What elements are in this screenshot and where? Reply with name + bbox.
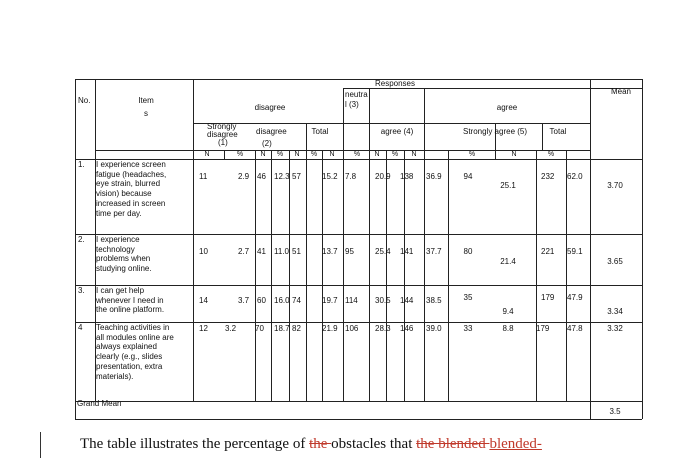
neutral-value: 95 [345,247,354,256]
neutral-value: 7.8 [345,172,357,181]
ta-n: 221 [541,247,555,256]
sd-n: 11 [199,172,208,181]
row-item-text: I experience screen [96,160,166,169]
td-percent: 15.2 [322,172,338,181]
row-mean: 3.34 [607,307,623,316]
sa-n: 35 [463,293,473,302]
a-percent-2: 36.9 [426,172,442,181]
para-text-2: obstacles that [331,436,417,452]
table-rule [75,419,642,420]
sd-percent: 3.2 [225,324,237,333]
disagree-header: disagree [256,127,287,136]
row-number: 1. [78,160,85,169]
ta-percent: 47.8 [567,324,583,333]
d-n: 70 [255,324,264,333]
row-number: 2. [78,235,85,244]
row-item-text: fatigue (headaches, [96,169,167,179]
subheader-n: N [260,151,266,158]
table-rule [289,159,290,401]
row-item-text: time per day. [96,208,142,218]
table-rule [75,285,642,286]
a-percent: 30.5 [375,296,391,305]
sd-n: 14 [199,296,208,305]
row-item-text: increased in screen [96,198,166,208]
d-n: 46 [257,172,266,181]
body-paragraph[interactable] [80,436,640,453]
a-n: 141 [400,247,414,256]
a-percent-2: 37.7 [426,247,442,256]
table-rule [271,159,272,401]
td-percent: 19.7 [322,296,338,305]
total-left-header: Total [311,127,329,136]
row-item-text: technology [96,244,135,254]
d-percent: 11.0 [274,247,289,256]
text-cursor [40,432,41,458]
td-n: 82 [292,324,301,333]
table-rule [642,79,643,419]
ta-percent: 47.9 [567,293,583,302]
a-n: 146 [400,324,414,333]
a-percent: 28.3 [375,324,391,333]
sd-percent: 3.7 [238,296,250,305]
ta-n: 179 [541,293,555,302]
mean-header: Mean [610,87,631,96]
sd-percent: 2.9 [238,172,250,181]
table-rule [255,159,256,401]
grand-mean-value: 3.5 [609,407,621,416]
a-percent: 25.4 [375,247,391,256]
tracked-deletion: the blended [416,436,490,452]
para-text-1: The table illustrates the percentage of [80,436,310,452]
table-rule [566,159,567,401]
ta-percent: 59.1 [567,247,583,256]
subheader-percent: % [391,151,399,158]
row-item-text: clearly (e.g., slides [96,352,163,362]
row-item-text: all modules online are [96,332,174,342]
subheader-n: N [204,151,210,158]
neutral-value: 106 [345,324,359,333]
row-mean: 3.65 [607,257,623,266]
row-item-text: studying online. [96,264,152,274]
sd-n: 12 [199,324,208,333]
neutral-header: neutra [345,90,368,99]
ta-percent: 62.0 [567,172,583,181]
td-percent: 13.7 [322,247,338,256]
row-item-text: I experience [96,235,140,244]
sa-percent: 9.4 [502,307,514,316]
d-percent: 18.7 [274,324,290,333]
subheader-percent: % [468,151,476,158]
table-rule [75,79,76,419]
d-percent: 16.0 [274,296,290,305]
row-item-text: always explained [96,342,157,352]
col-item-header: Item [138,96,154,105]
row-number: 4 [78,323,83,332]
col-no-header: No. [78,96,91,105]
a-n: 138 [400,172,414,181]
tracked-insertion: blended- [489,436,542,452]
subheader-n: N [329,151,335,158]
next-line-clipped [80,453,600,459]
table-rule [322,159,323,401]
subheader-n: N [511,151,517,158]
d-n: 41 [257,247,266,256]
disagree-header-b: (2) [262,139,272,148]
agree4-header: agree (4) [380,127,414,136]
tracked-deletion: the [309,436,332,452]
sa-n: 80 [463,247,473,256]
row-number: 3. [78,286,85,295]
table-rule [75,401,642,402]
col-item-header-b: s [144,109,148,118]
row-mean: 3.32 [607,324,623,333]
a-percent-2: 39.0 [426,324,442,333]
row-mean: 3.70 [607,181,623,190]
neutral-value: 114 [345,296,358,305]
a-percent-2: 38.5 [426,296,442,305]
subheader-percent: % [547,151,555,158]
table-rule [193,123,590,124]
sa-percent: 25.1 [500,181,516,190]
table-rule [193,79,194,401]
strongly-disagree-header: Strongly [207,122,237,131]
table-rule [386,159,387,401]
ta-n: 179 [536,324,550,333]
disagree-group-header: disagree [254,103,286,112]
table-rule [404,159,405,401]
subheader-percent: % [310,151,318,158]
subheader-percent: % [236,151,244,158]
table-rule [75,234,642,235]
row-item-text: vision) because [96,189,152,199]
td-percent: 21.9 [322,324,338,333]
strongly-disagree-header-b: disagree [207,130,238,139]
subheader-n: N [374,151,380,158]
table-rule [75,79,343,80]
grand-mean-label: Grand Mean [77,399,122,408]
responses-header: Responses [374,79,416,88]
sd-n: 10 [199,247,208,256]
sa-percent: 8.8 [502,324,514,333]
agree-group-header: agree [496,103,518,112]
a-percent: 20.9 [375,172,391,181]
row-item-text: eye strain, blurred [96,179,161,189]
strongly-agree-header: Strongly agree (5) [462,127,528,136]
table-rule [536,159,537,401]
row-item-text: I can get help [96,286,145,295]
row-item-text: problems when [96,254,151,264]
row-item-text: whenever I need in [96,295,164,305]
row-item-text: materials). [96,371,134,381]
sa-n: 94 [463,172,473,181]
neutral-header-b: l (3) [345,100,359,109]
ta-n: 232 [541,172,555,181]
td-n: 57 [292,172,301,181]
total-right-header: Total [549,127,567,136]
a-n: 144 [400,296,414,305]
subheader-percent: % [276,151,284,158]
d-n: 60 [257,296,266,305]
td-n: 51 [292,247,301,256]
strongly-disagree-header-c: (1) [218,138,228,147]
subheader-n: N [294,151,300,158]
table-rule [448,159,449,401]
d-percent: 12.3 [274,172,290,181]
sa-n: 33 [463,324,473,333]
sa-percent: 21.4 [500,257,516,266]
row-item-text: presentation, extra [96,361,163,371]
subheader-percent: % [353,151,361,158]
sd-percent: 2.7 [238,247,250,256]
row-item-text: Teaching activities in [96,323,170,332]
td-n: 74 [292,296,301,305]
results-table [75,79,642,419]
subheader-n: N [411,151,417,158]
table-rule [306,159,307,401]
row-item-text: the online platform. [96,305,165,315]
